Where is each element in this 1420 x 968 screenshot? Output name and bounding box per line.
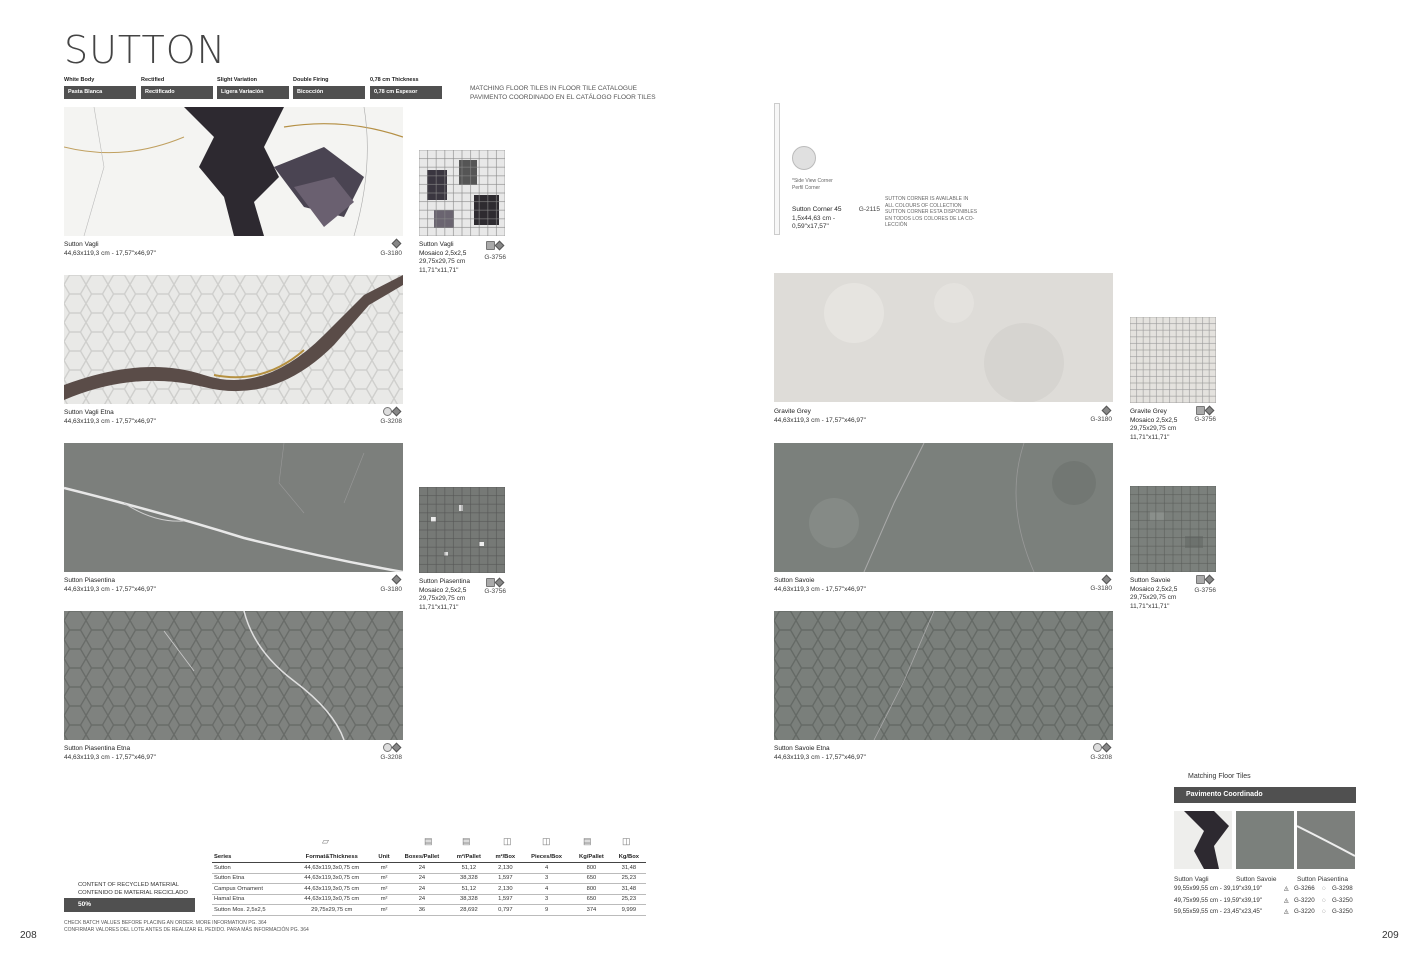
table-row <box>212 873 646 884</box>
product-code: G-3180 <box>1090 416 1112 423</box>
feature-double-firing: Double Firing Bicocción <box>293 76 365 99</box>
page-number-left: 208 <box>20 930 37 941</box>
floor-format-icon: ◬ <box>1284 908 1289 915</box>
cell: m² <box>373 905 395 916</box>
diamond-icon <box>392 575 400 584</box>
cell: Campus Ornament <box>212 884 290 895</box>
diamond-icon <box>1102 406 1110 415</box>
matching-floor-bar: Pavimento Coordinado <box>1174 787 1356 803</box>
mosaic-icon <box>485 241 503 250</box>
feature-thickness: 0,78 cm Thickness 0,78 cm Espesor <box>370 76 442 99</box>
floor-label-sutton-vagli: Sutton Vagli <box>1174 876 1209 883</box>
col-m2-pallet: m²/Pallet <box>449 852 489 863</box>
cell: 24 <box>395 884 449 895</box>
caption-sutton-vagli: Sutton Vagli 44,63x119,3 cm - 17,57"x46,97" <box>64 241 156 257</box>
caption-sutton-savoie-etna: Sutton Savoie Etna 44,63x119,3 cm - 17,57"x46,97" <box>774 745 866 761</box>
mosaic-icon <box>1195 406 1213 415</box>
kg-box-icon: ◫ <box>622 836 631 846</box>
cell: 800 <box>571 884 612 895</box>
cell: 650 <box>571 894 612 905</box>
caption-mosaic-sutton-piasentina: Sutton Piasentina Mosaico 2,5x2,5 29,75x29,75 cm 11,71"x11,71" <box>419 578 470 611</box>
cell: m² <box>373 894 395 905</box>
cell: 29,75x29,75 cm <box>290 905 373 916</box>
page-number-right: 209 <box>1382 930 1399 941</box>
caption-sutton-piasentina-etna: Sutton Piasentina Etna 44,63x119,3 cm - 17,57"x46,97" <box>64 745 156 761</box>
cell: 38,328 <box>449 894 489 905</box>
floor-format-icon: ◬ <box>1284 897 1289 904</box>
floor-label-sutton-piasentina: Sutton Piasentina <box>1297 876 1348 883</box>
floor-format-icon: ◌ <box>1322 885 1326 892</box>
product-code: G-3756 <box>1194 587 1216 594</box>
cell: m² <box>373 863 395 874</box>
m2-box-icon: ◫ <box>503 836 512 846</box>
mosaic-image-sutton-piasentina <box>419 487 505 573</box>
col-kg-box: Kg/Box <box>612 852 646 863</box>
col-m2-box: m²/Box <box>489 852 522 863</box>
footnote: CHECK BATCH VALUES BEFORE PLACING AN ORDER. MORE INFORMATION PG. 364 CONFIRMAR VALORES DEL LOTE ANTES DE REALIZAR EL PEDIDO. PARA MÁS INFORMACIÓN PG. 364 <box>64 920 309 933</box>
cell: 1,597 <box>489 894 522 905</box>
floor-code: G-3220 <box>1294 908 1315 915</box>
matching-note: MATCHING FLOOR TILES IN FLOOR TILE CATALOGUE PAVIMENTO COORDINADO EN EL CATÁLOGO FLOOR TILES <box>470 85 656 101</box>
caption-mosaic-sutton-vagli: Sutton Vagli Mosaico 2,5x2,5 29,75x29,75 cm 11,71"x11,71" <box>419 241 467 274</box>
cell: 25,23 <box>612 873 646 884</box>
mosaic-icon <box>485 578 503 587</box>
feature-white-body: White Body Pasta Blanca <box>64 76 136 99</box>
cell: 9 <box>522 905 571 916</box>
cell: 4 <box>522 863 571 874</box>
product-code: G-3208 <box>1090 754 1112 761</box>
product-code: G-3180 <box>380 250 402 257</box>
cell: 800 <box>571 863 612 874</box>
floor-tile-image-sutton-vagli <box>1174 811 1232 869</box>
floor-tile-image-sutton-savoie <box>1236 811 1294 869</box>
product-code: G-3208 <box>380 418 402 425</box>
cell: m² <box>373 884 395 895</box>
page-title: SUTTON <box>64 28 227 72</box>
feature-rectified: Rectified Rectificado <box>141 76 213 99</box>
mosaic-image-gravite-grey <box>1130 317 1216 403</box>
product-code: G-3180 <box>1090 585 1112 592</box>
cell: 4 <box>522 884 571 895</box>
table-row <box>212 884 646 895</box>
caption-sutton-piasentina: Sutton Piasentina 44,63x119,3 cm - 17,57"x46,97" <box>64 577 156 593</box>
tile-image-sutton-vagli <box>64 107 403 236</box>
caption-mosaic-gravite-grey: Gravite Grey Mosaico 2,5x2,5 29,75x29,75 cm 11,71"x11,71" <box>1130 408 1178 441</box>
col-pieces-box: Pieces/Box <box>522 852 571 863</box>
cell: Sutton <box>212 863 290 874</box>
table-header-row <box>212 852 646 863</box>
cell: 44,63x119,3x0,75 cm <box>290 863 373 874</box>
etna-relief-icon <box>1092 743 1110 752</box>
cell: 24 <box>395 894 449 905</box>
cell: 2,130 <box>489 863 522 874</box>
table-row <box>212 894 646 905</box>
mosaic-image-sutton-vagli <box>419 150 505 236</box>
etna-relief-icon <box>382 743 400 752</box>
diamond-icon <box>392 239 400 248</box>
product-code: G-3180 <box>380 586 402 593</box>
cell: 44,63x119,3x0,75 cm <box>290 894 373 905</box>
caption-sutton-vagli-etna: Sutton Vagli Etna 44,63x119,3 cm - 17,57"x46,97" <box>64 409 156 425</box>
cell: 650 <box>571 873 612 884</box>
format-icon: ▱ <box>322 836 329 846</box>
matching-floor-title: Matching Floor Tiles <box>1188 773 1251 780</box>
diamond-icon <box>1102 575 1110 584</box>
tile-image-sutton-piasentina-etna <box>64 611 403 740</box>
caption-gravite-grey: Gravite Grey 44,63x119,3 cm - 17,57"x46,97" <box>774 408 866 424</box>
floor-code: G-3298 <box>1332 885 1353 892</box>
floor-format-icon: ◬ <box>1284 885 1289 892</box>
col-kg-pallet: Kg/Pallet <box>571 852 612 863</box>
caption-mosaic-sutton-savoie: Sutton Savoie Mosaico 2,5x2,5 29,75x29,75 cm 11,71"x11,71" <box>1130 577 1178 610</box>
tile-image-sutton-vagli-etna <box>64 275 403 404</box>
floor-code: G-3250 <box>1332 908 1353 915</box>
cell: 51,12 <box>449 863 489 874</box>
floor-format-icon: ◌ <box>1322 897 1326 904</box>
cell: 374 <box>571 905 612 916</box>
col-boxes-pallet: Boxes/Pallet <box>395 852 449 863</box>
mosaic-image-sutton-savoie <box>1130 486 1216 572</box>
caption-sutton-savoie: Sutton Savoie 44,63x119,3 cm - 17,57"x46,97" <box>774 577 866 593</box>
cell: 3 <box>522 894 571 905</box>
floor-format-icon: ◌ <box>1322 908 1326 915</box>
cell: 51,12 <box>449 884 489 895</box>
mosaic-icon <box>1195 575 1213 584</box>
cell: Sutton Etna <box>212 873 290 884</box>
floor-size: 99,55x99,55 cm - 39,19"x39,19" <box>1174 885 1262 892</box>
cell: Hamal Etna <box>212 894 290 905</box>
etna-relief-icon <box>382 407 400 416</box>
cell: 36 <box>395 905 449 916</box>
product-code: G-3756 <box>484 254 506 261</box>
col-unit: Unit <box>373 852 395 863</box>
cell: 44,63x119,3x0,75 cm <box>290 873 373 884</box>
recycled-content-value: 50% <box>64 898 195 912</box>
pieces-box-icon: ◫ <box>542 836 551 846</box>
floor-label-sutton-savoie: Sutton Savoie <box>1236 876 1277 883</box>
cell: 28,692 <box>449 905 489 916</box>
product-code: G-2115 <box>858 206 880 213</box>
cell: 3 <box>522 873 571 884</box>
product-code: G-3208 <box>380 754 402 761</box>
cell: m² <box>373 873 395 884</box>
cell: 9,999 <box>612 905 646 916</box>
recycled-content-label: CONTENT OF RECYCLED MATERIAL CONTENIDO DE MATERIAL RECICLADO <box>78 882 188 896</box>
side-view-corner-icon <box>792 146 816 170</box>
kg-pallet-icon: ▤ <box>583 836 592 846</box>
tile-image-sutton-piasentina <box>64 443 403 572</box>
cell: 0,797 <box>489 905 522 916</box>
floor-code: G-3250 <box>1332 897 1353 904</box>
tile-image-sutton-savoie-etna <box>774 611 1113 740</box>
feature-slight-variation: Slight Variation Ligera Variación <box>217 76 289 99</box>
col-series: Series <box>212 852 290 863</box>
boxes-pallet-icon: ▤ <box>424 836 433 846</box>
cell: 31,48 <box>612 884 646 895</box>
table-row <box>212 905 646 916</box>
cell: 2,130 <box>489 884 522 895</box>
cell: 44,63x119,3x0,75 cm <box>290 884 373 895</box>
cell: 24 <box>395 873 449 884</box>
cell: 31,48 <box>612 863 646 874</box>
product-code: G-3756 <box>1194 416 1216 423</box>
corner-profile-image <box>774 103 780 235</box>
floor-size: 49,75x99,55 cm - 19,59"x39,19" <box>1174 897 1262 904</box>
corner-availability-note: SUTTON CORNER IS AVAILABLE IN ALL COLOURS OF COLLECTION SUTTON CORNER ESTA DISPONIBLES EN TODOS LOS COLORES DE LA CO- LECCIÓN <box>885 196 978 228</box>
floor-tile-image-sutton-piasentina <box>1297 811 1355 869</box>
col-format: Format&Thickness <box>290 852 373 863</box>
cell: 25,23 <box>612 894 646 905</box>
floor-code: G-3220 <box>1294 897 1315 904</box>
product-code: G-3756 <box>484 588 506 595</box>
corner-side-caption: *Side View Corner Perfil Corner <box>792 178 833 191</box>
table-row <box>212 863 646 874</box>
cell: 38,328 <box>449 873 489 884</box>
floor-code: G-3266 <box>1294 885 1315 892</box>
tile-image-gravite-grey <box>774 273 1113 402</box>
m2-pallet-icon: ▤ <box>462 836 471 846</box>
cell: Sutton Mos. 2,5x2,5 <box>212 905 290 916</box>
cell: 1,597 <box>489 873 522 884</box>
cell: 24 <box>395 863 449 874</box>
spec-table <box>212 852 646 916</box>
tile-image-sutton-savoie <box>774 443 1113 572</box>
floor-size: 59,55x59,55 cm - 23,45"x23,45" <box>1174 908 1262 915</box>
caption-sutton-corner: Sutton Corner 45 1,5x44,63 cm - 0,59"x17,57" <box>792 206 842 230</box>
